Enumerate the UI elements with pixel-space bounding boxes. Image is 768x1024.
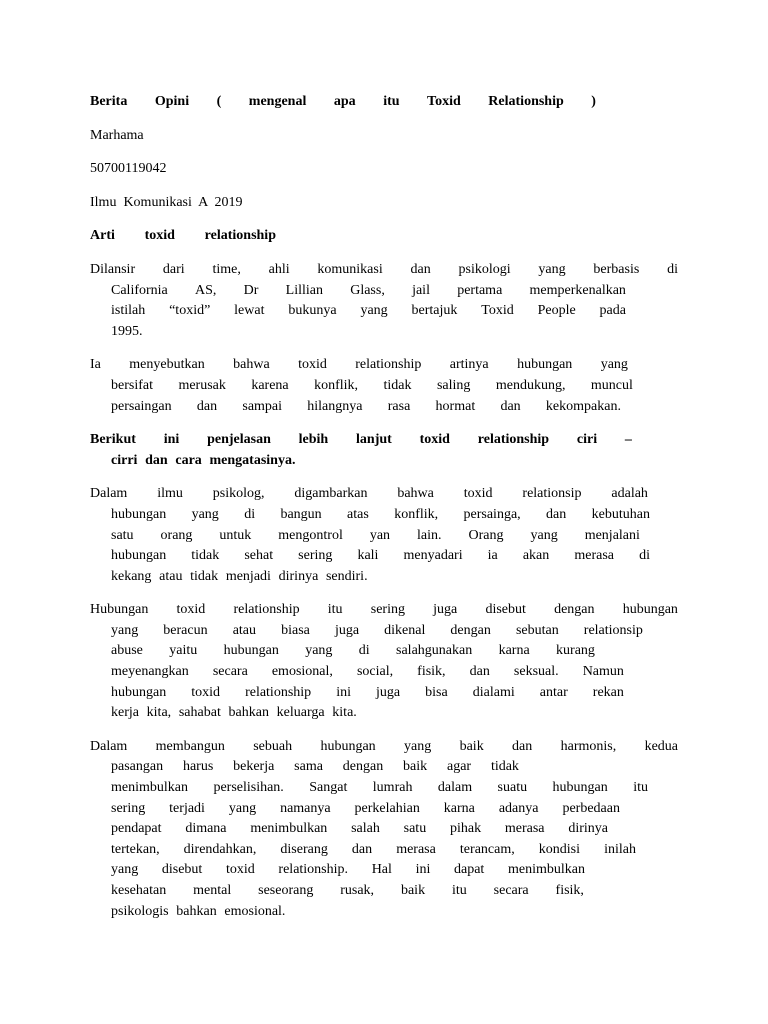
word: perselisihan.: [213, 780, 284, 796]
text-line: [90, 376, 633, 397]
word: dialami: [472, 684, 515, 700]
word: dari: [162, 261, 185, 277]
word: ahli: [268, 261, 290, 277]
word: terjadi: [169, 800, 205, 816]
word: keluarga: [276, 705, 325, 721]
paragraph-5: [90, 737, 678, 922]
word: konflik,: [394, 506, 439, 522]
paragraph-3: [90, 484, 678, 587]
word: lanjut: [356, 432, 392, 448]
word: bekerja: [233, 759, 275, 775]
word: sama: [294, 759, 323, 775]
word: seksual.: [513, 664, 559, 680]
word: secara: [212, 664, 248, 680]
word: digambarkan: [294, 486, 368, 502]
word: pada: [599, 303, 626, 319]
author-line: Marhama: [90, 127, 144, 143]
paragraph-2: [90, 355, 678, 417]
word: toxid: [463, 486, 493, 502]
word: yang: [538, 261, 566, 277]
word: dirinya: [568, 821, 608, 837]
word: inilah: [604, 841, 636, 857]
word: karna: [443, 800, 475, 816]
word: AS,: [195, 282, 217, 298]
word: ini: [336, 684, 351, 700]
word: yang: [111, 862, 139, 878]
author-name: [90, 126, 678, 147]
word: sehat: [244, 548, 274, 564]
word: karna: [498, 643, 530, 659]
word: konflik,: [314, 377, 359, 393]
subheading: [90, 430, 678, 471]
word: dan: [469, 664, 490, 680]
word: antar: [539, 684, 568, 700]
word: Opini: [154, 94, 190, 109]
word: pertama: [457, 282, 503, 298]
word: menyebutkan: [129, 357, 205, 373]
word: menyadari: [403, 548, 463, 564]
word: rusak,: [340, 883, 375, 898]
word: “toxid”: [169, 303, 211, 319]
word: bahkan: [228, 705, 269, 721]
word: yang: [360, 303, 388, 319]
word: diserang: [280, 841, 328, 857]
text-line: [90, 260, 678, 281]
text-line: [90, 484, 648, 505]
word: toxid: [298, 357, 327, 373]
word: yaitu: [169, 643, 198, 659]
text-line: [90, 881, 584, 902]
word: atas: [347, 506, 369, 522]
word: atau: [159, 568, 183, 584]
word: bersifat: [111, 377, 153, 393]
word: mengenal: [248, 94, 307, 109]
text-line: [90, 819, 608, 840]
word: penjelasan: [207, 432, 271, 448]
document-title: [90, 92, 678, 113]
word: itu: [633, 780, 648, 796]
word: di: [639, 548, 650, 564]
word: –: [624, 432, 632, 448]
text-line: [90, 799, 620, 820]
word: Arti: [90, 228, 115, 244]
word: menjalani: [584, 527, 640, 543]
word: hubungan: [552, 780, 608, 796]
word: pendapat: [111, 821, 162, 837]
word: Dalam: [90, 486, 128, 502]
word: baik: [403, 759, 428, 775]
word: atau: [232, 622, 257, 638]
word: emosional,: [271, 664, 333, 680]
text-line: [90, 301, 626, 322]
word: kita.: [332, 705, 357, 721]
word: Ia: [90, 357, 101, 373]
text-line: [90, 621, 643, 642]
word: hubungan: [111, 506, 167, 522]
word: bukunya: [288, 303, 337, 319]
word: yang: [305, 643, 333, 659]
document-page: [90, 92, 678, 922]
word: menimbulkan: [111, 780, 188, 796]
word: bahkan: [176, 903, 217, 919]
word: apa: [333, 94, 356, 109]
word: hubungan: [517, 357, 573, 373]
text-line: [90, 737, 678, 758]
word: Dr: [243, 282, 259, 298]
word: dan: [196, 398, 218, 414]
word: mengatasinya.: [209, 452, 296, 468]
word: ciri: [576, 432, 598, 448]
word: muncul: [590, 377, 633, 393]
word: orang: [160, 527, 193, 543]
word: tidak: [490, 759, 519, 775]
word: Orang: [468, 527, 504, 543]
text-line: [90, 757, 519, 778]
word: dan: [546, 506, 567, 522]
word: psikolog,: [212, 486, 265, 502]
word: toxid: [144, 228, 175, 244]
word: California: [111, 282, 168, 298]
word: Berita: [90, 94, 128, 109]
word: Sangat: [309, 780, 348, 796]
word: dapat: [454, 862, 485, 878]
section-heading: [90, 226, 678, 247]
word: emosional.: [224, 903, 286, 919]
word: lumrah: [372, 780, 413, 796]
word: dan: [351, 841, 373, 857]
word: kondisi: [538, 841, 581, 857]
paragraph-4: [90, 600, 678, 724]
text-line: [90, 662, 624, 683]
word: time,: [212, 261, 241, 277]
word: direndahkan,: [183, 841, 257, 857]
word: hubungan: [111, 684, 167, 700]
word: dengan: [450, 622, 491, 638]
word: namanya: [280, 800, 331, 816]
word: (: [216, 94, 222, 109]
word: kali: [357, 548, 379, 564]
word: adalah: [611, 486, 648, 502]
word: di: [244, 506, 256, 522]
word: mendukung,: [495, 377, 566, 393]
word: yang: [530, 527, 558, 543]
word: kekompakan.: [545, 398, 621, 414]
word: membangun: [155, 738, 225, 754]
word: mental: [193, 883, 232, 898]
word: artinya: [449, 357, 489, 373]
text-line: [90, 840, 636, 861]
word: juga: [334, 622, 360, 638]
word: seseorang: [258, 883, 314, 898]
word: salah: [351, 821, 380, 837]
word: harus: [182, 759, 214, 775]
word: ilmu: [157, 486, 183, 502]
word: hilangnya: [307, 398, 363, 414]
word: hubungan: [111, 548, 167, 564]
word: dan: [145, 452, 168, 468]
word: psikologis: [111, 903, 169, 919]
text-line: [90, 430, 632, 451]
text-line: [90, 397, 621, 418]
word: bahwa: [233, 357, 270, 373]
text-line: [90, 860, 585, 881]
word: dan: [410, 261, 431, 277]
word: dalam: [437, 780, 473, 796]
word: mengontrol: [278, 527, 343, 543]
word: Toxid: [481, 303, 514, 319]
word: menimbulkan: [507, 862, 585, 878]
word: harmonis,: [560, 738, 617, 754]
text-line: [90, 322, 678, 343]
word: sendiri.: [325, 568, 368, 584]
word: di: [358, 643, 370, 659]
word: memperkenalkan: [529, 282, 626, 298]
word: yang: [404, 738, 432, 754]
word: cirri: [111, 452, 138, 468]
word: relationship: [477, 432, 550, 448]
word: Berikut: [90, 432, 136, 448]
word: dan: [512, 738, 533, 754]
word: dikenal: [384, 622, 426, 638]
word: tidak: [190, 568, 219, 584]
word: bahwa: [397, 486, 434, 502]
word: tidak: [191, 548, 220, 564]
title-line: [90, 92, 596, 113]
word: sampai: [242, 398, 283, 414]
word: persaingan: [111, 398, 172, 414]
word: kedua: [644, 738, 678, 754]
word: kurang: [556, 643, 595, 659]
word: Dilansir: [90, 261, 136, 277]
word: ini: [163, 432, 180, 448]
section-heading-line: [90, 226, 276, 247]
word: meyenangkan: [111, 664, 189, 680]
word: pihak: [449, 821, 482, 837]
word: bangun: [280, 506, 322, 522]
word: relationship: [233, 602, 300, 618]
word: di: [667, 261, 678, 277]
text-line: [90, 600, 678, 621]
word: hubungan: [622, 602, 678, 618]
word: hormat: [435, 398, 476, 414]
word: akan: [522, 548, 550, 564]
word: Hubungan: [90, 602, 149, 618]
word: kesehatan: [111, 883, 167, 898]
student-id-line: 50700119042: [90, 161, 167, 177]
class-info: [90, 193, 678, 214]
word: cara: [175, 452, 202, 468]
word: relationship.: [278, 862, 349, 878]
word: menjadi: [225, 568, 271, 584]
word: abuse: [111, 643, 143, 659]
word: merusak: [178, 377, 226, 393]
word: baik: [459, 738, 484, 754]
word: kerja: [111, 705, 139, 721]
word: Namun: [582, 664, 624, 680]
text-line: [90, 505, 650, 526]
text-line: [90, 703, 678, 724]
word: hubungan: [223, 643, 279, 659]
word: terancam,: [459, 841, 515, 857]
word: itu: [383, 94, 400, 109]
word: yan: [369, 527, 391, 543]
word: bisa: [425, 684, 448, 700]
word: yang: [191, 506, 219, 522]
text-line: [90, 902, 678, 923]
word: rasa: [387, 398, 411, 414]
word: bertajuk: [411, 303, 458, 319]
word: karena: [251, 377, 289, 393]
word: dirinya: [278, 568, 319, 584]
word: sebuah: [253, 738, 293, 754]
word: berbasis: [593, 261, 640, 277]
word: ini: [415, 862, 431, 878]
word: relationship: [245, 684, 312, 700]
word: disebut: [485, 602, 526, 618]
word: satu: [111, 527, 134, 543]
word: Dalam: [90, 738, 128, 754]
word: dimana: [185, 821, 227, 837]
word: jail: [412, 282, 430, 298]
word: hubungan: [320, 738, 376, 754]
word: juga: [433, 602, 458, 618]
word: yang: [600, 357, 628, 373]
word: kekang: [111, 568, 152, 584]
word: relationsip: [583, 622, 643, 638]
word: toxid: [225, 862, 255, 878]
word: toxid: [419, 432, 450, 448]
word: baik: [400, 883, 426, 898]
class-line: Ilmu Komunikasi A 2019: [90, 194, 243, 210]
text-line: [90, 546, 650, 567]
word: 1995.: [111, 323, 143, 339]
word: Toxid: [427, 94, 461, 109]
word: untuk: [219, 527, 252, 543]
word: fisik,: [555, 883, 584, 898]
student-id: [90, 159, 678, 180]
word: sebutan: [515, 622, 559, 638]
word: istilah: [111, 303, 146, 319]
word: Hal: [371, 862, 392, 878]
text-line: [90, 567, 678, 588]
word: sering: [111, 800, 146, 816]
word: fisik,: [417, 664, 446, 680]
word: sering: [298, 548, 333, 564]
text-line: [90, 451, 678, 472]
word: disebut: [161, 862, 203, 878]
word: dengan: [342, 759, 384, 775]
word: toxid: [176, 602, 206, 618]
word: tidak: [383, 377, 412, 393]
text-line: [90, 778, 648, 799]
word: Relationship: [488, 94, 564, 109]
text-line: [90, 281, 626, 302]
word: yang: [111, 622, 139, 638]
word: lain.: [417, 527, 442, 543]
word: perbedaan: [562, 800, 620, 816]
word: persainga,: [463, 506, 521, 522]
word: agar: [447, 759, 472, 775]
word: rekan: [592, 684, 624, 700]
text-line: [90, 641, 595, 662]
word: secara: [493, 883, 529, 898]
word: biasa: [281, 622, 310, 638]
text-line: [90, 683, 624, 704]
word: toxid: [191, 684, 221, 700]
word: tertekan,: [111, 841, 160, 857]
word: juga: [376, 684, 401, 700]
word: relationsip: [522, 486, 582, 502]
word: komunikasi: [317, 261, 383, 277]
word: kita,: [146, 705, 172, 721]
paragraph-1: [90, 260, 678, 342]
text-line: [90, 526, 640, 547]
word: People: [537, 303, 576, 319]
word: merasa: [396, 841, 436, 857]
word: ia: [487, 548, 498, 564]
word: lebih: [298, 432, 329, 448]
word: ): [591, 94, 596, 109]
word: menimbulkan: [250, 821, 328, 837]
word: itu: [327, 602, 343, 618]
word: merasa: [504, 821, 545, 837]
word: yang: [228, 800, 257, 816]
word: relationship: [355, 357, 422, 373]
word: perkelahian: [354, 800, 420, 816]
word: lewat: [234, 303, 265, 319]
word: saling: [436, 377, 471, 393]
word: beracun: [163, 622, 208, 638]
word: sering: [370, 602, 405, 618]
word: suatu: [497, 780, 528, 796]
word: Lillian: [285, 282, 323, 298]
word: social,: [356, 664, 394, 680]
word: sahabat: [178, 705, 221, 721]
word: relationship: [204, 228, 276, 244]
word: adanya: [498, 800, 539, 816]
word: itu: [451, 883, 467, 898]
word: merasa: [574, 548, 614, 564]
word: dan: [500, 398, 521, 414]
word: dengan: [554, 602, 595, 618]
word: psikologi: [458, 261, 511, 277]
word: Glass,: [350, 282, 385, 298]
word: satu: [403, 821, 427, 837]
word: salahgunakan: [396, 643, 473, 659]
word: kebutuhan: [591, 506, 650, 522]
word: pasangan: [111, 759, 164, 775]
text-line: [90, 355, 628, 376]
